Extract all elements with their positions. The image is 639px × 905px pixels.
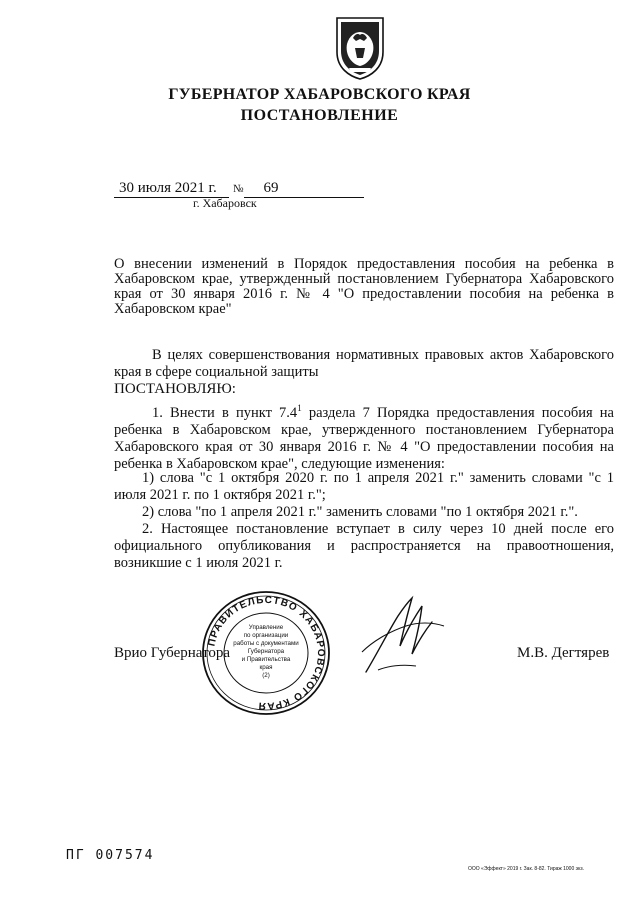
form-serial-number: ПГ 007574: [66, 848, 155, 863]
signatory-name: М.В. Дегтярев: [517, 645, 610, 661]
coat-of-arms-emblem: [333, 14, 387, 80]
item-2-paragraph: 2. Настоящее постановление вступает в силу через 10 дней после его официального опубликования и распространяется на правоотношения, возникшие с 1 июля 2021 г.: [114, 521, 614, 571]
stamp-line-7: (2): [262, 672, 270, 679]
subitem-2-paragraph: 2) слова "по 1 апреля 2021 г." заменить словами "по 1 октября 2021 г.".: [142, 504, 578, 520]
subitem-1-paragraph: 1) слова "с 1 октября 2020 г. по 1 апреля 2021 г." заменить словами "с 1 июля 2021 г. по 1 октября 2021 г.";: [114, 470, 614, 503]
intro-paragraph: В целях совершенствования нормативных правовых актов Хабаровского края в сфере социальной защиты: [114, 347, 614, 380]
stamp-line-5: и Правительства: [241, 656, 291, 663]
item-1-paragraph: [114, 400, 614, 473]
item-1-start: 1. Внести в пункт 7.4: [152, 404, 298, 421]
handwritten-signature: [358, 592, 448, 682]
authority-title: ГУБЕРНАТОР ХАБАРОВСКОГО КРАЯ: [168, 86, 471, 103]
stamp-line-2: по организации: [243, 632, 289, 639]
official-stamp: [200, 589, 332, 717]
stamp-line-6: края: [259, 664, 273, 671]
document-type-title: ПОСТАНОВЛЕНИЕ: [240, 107, 399, 124]
document-date: 30 июля 2021 г.: [114, 180, 229, 198]
decree-word: ПОСТАНОВЛЯЮ:: [114, 381, 236, 397]
signatory-position: Врио Губернатора: [114, 645, 231, 661]
stamp-ring-text: ПРАВИТЕЛЬСТВО ХАБАРОВСКОГО КРАЯ: [206, 594, 327, 712]
item-1-superscript: 1: [297, 403, 302, 413]
number-label: №: [233, 183, 244, 195]
item-1-rest: раздела 7 Порядка предоставления пособия на ребенка в Хабаровском крае, утвержденного постановлением Губернатора Хабаровского края от 30 января 2016 г. № 4 "О предоставлении пособия на ребенка в Хабаровском крае", следующие изменения:: [114, 404, 614, 472]
document-subject: О внесении изменений в Порядок предоставления пособия на ребенка в Хабаровском крае, утвержденный постановлением Губернатора Хабаровского края от 30 января 2016 г. № 4 "О предоставлении пособия на ребенка в Хабаровском крае": [114, 256, 614, 317]
stamp-line-3: работы с документами: [233, 640, 299, 647]
stamp-line-4: Губернатора: [247, 648, 285, 655]
document-number: 69: [244, 180, 364, 198]
document-city: г. Хабаровск: [193, 196, 257, 210]
stamp-line-1: Управление: [248, 624, 284, 631]
printer-imprint: ООО «Эффект» 2019 г. Зак. 8-82. Тираж 1000 экз.: [468, 866, 585, 872]
